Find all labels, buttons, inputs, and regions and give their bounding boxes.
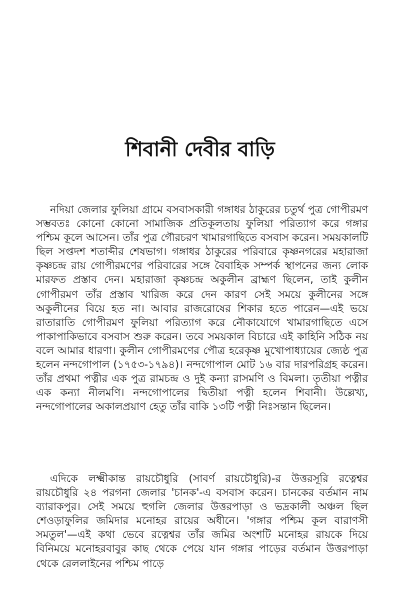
chapter-title: শিবানী দেবীর বাড়ি — [125, 137, 275, 161]
paragraph-1 — [36, 203, 368, 414]
paragraph-2 — [36, 472, 368, 571]
paragraph-1-text: নদিয়া জেলার ফুলিয়া গ্রামে বসবাসকারী গঙ্গাধর ঠাকুরের চতুর্থ পুত্র গোপীরমণ সম্ভবতঃ কোনো কোনো সামাজিক প্রতিকূলতায় ফুলিয়া পরিত্যাগ করে গঙ্গার পশ্চিম কূলে আসেন। তাঁর পুত্র গৌরচরণ খামারগাছিতে বসবাস করেন। সময়কালটি ছিল সপ্তদশ শতাব্দীর শেষভাগ। গঙ্গাধর ঠাকুরের পরিবারে কৃষ্ণনগরের মহারাজা কৃষ্ণচন্দ্র রায় গোপীরমণের পরিবারের সঙ্গে বৈবাহিক সম্পর্ক স্থাপনের জন্য লোক মারফত প্রস্তাব দেন। মহারাজা কৃষ্ণচন্দ্র অকুলীন ব্রাহ্মণ ছিলেন, তাই কুলীন গোপীরমণ তাঁর প্রস্তাব খারিজ করে দেন কারণ সেই সময়ে কুলীনের সঙ্গে অকুলীনের বিয়ে হত না। আবার রাজরোষের শিকার হতে পারেন—এই ভয়ে রাতারাতি গোপীরমণ ফুলিয়া পরিত্যাগ করে নৌকাযোগে খামারগাছিতে এসে পাকাপাকিভাবে বসবাস শুরু করেন। তবে সময়কাল বিচারে এই কাহিনি সঠিক নয় বলে আমার ধারণা। কুলীন গোপীরমণের পৌত্র হরেকৃষ্ণ মুখোপাধ্যায়ের জ্যেষ্ঠ পুত্র হলেন নন্দগোপাল (১৭৫৩-১৭৯৪)। নন্দগোপাল মোট ১৬ বার দারপরিগ্রহ করেন। তাঁর প্রথমা পত্নীর এক পুত্র রামচন্দ্র ও দুই কন্যা রাসমণি ও বিমলা। তৃতীয়া পত্নীর এক কন্যা নীলমণি। নন্দগোপালের দ্বিতীয়া পত্নী হলেন শিবানী। উল্লেখ্য, নন্দগোপালের অকালপ্রয়াণ হেতু তাঁর বাকি ১৩টি পত্নী নিঃসন্তান ছিলেন। — [36, 204, 368, 414]
paragraph-2-text: এদিকে লক্ষ্মীকান্ত রায়চৌধুরি (সাবর্ণ রায়চৌধুরি)-র উত্তরসূরি রত্নেশ্বর রায়চৌধুরি ২৪ পরগনা জেলার 'চানক'-এ বসবাস করেন। চানকের বর্তমান নাম ব্যারাকপুর। সেই সময়ে হুগলি জেলার উত্তরপাড়া ও ভদ্রকালী অঞ্চল ছিল শেওড়াফুলির জমিদার মনোহর রায়ের অধীনে। 'গঙ্গার পশ্চিম কূল বারাণসী সমতুল'—এই কথা ভেবে রত্নেশ্বর তাঁর জমির অংশটি মনোহর রায়কে দিয়ে বিনিময়ে মনোহরবাবুর কাছ থেকে পেয়ে যান গঙ্গার পাড়ের বর্তমান উত্তরপাড়া থেকে রেললাইনের পশ্চিম পাড়ে — [36, 473, 368, 570]
